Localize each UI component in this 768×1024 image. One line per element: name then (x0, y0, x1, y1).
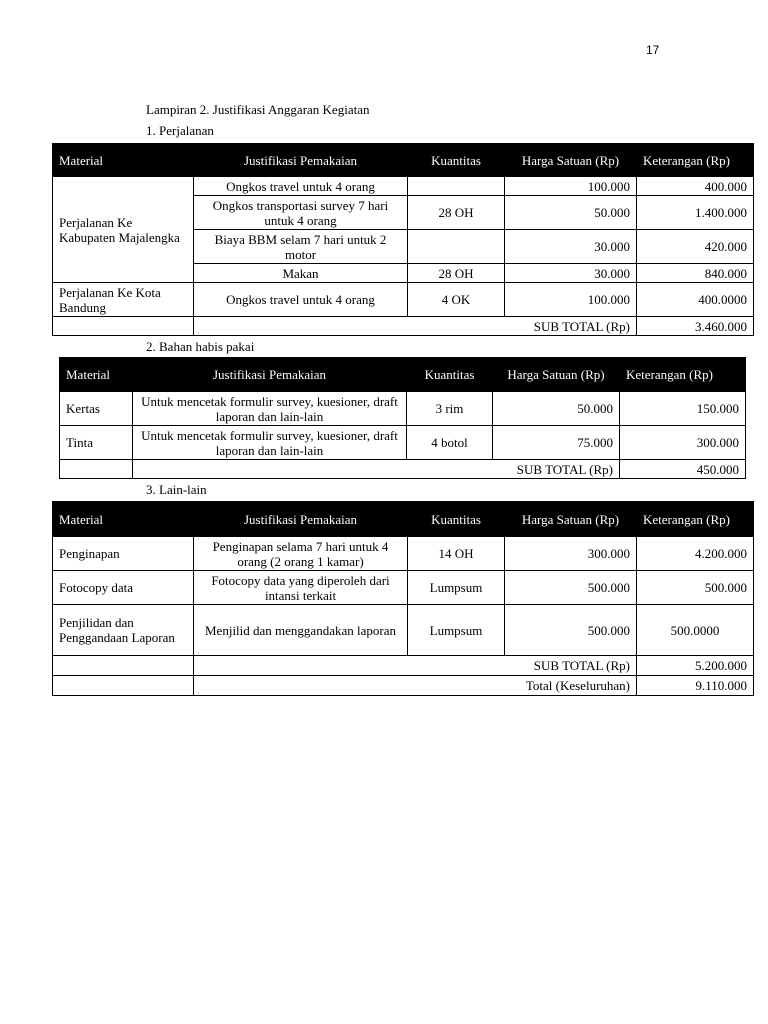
cell-kuantitas: 4 botol (407, 426, 493, 460)
cell-justifikasi: Ongkos transportasi survey 7 hari untuk 4 orang (194, 196, 408, 230)
col-header-kuantitas: Kuantitas (408, 144, 505, 177)
subtotal-row (53, 317, 754, 336)
page-number: 17 (646, 43, 660, 57)
section-3-heading: 3. Lain-lain (146, 482, 207, 497)
col-header-material: Material (53, 144, 194, 177)
cell-kuantitas: Lumpsum (408, 571, 505, 605)
table-row (60, 392, 746, 426)
col-header-kuantitas: Kuantitas (408, 502, 505, 537)
cell-kuantitas: 28 OH (408, 264, 505, 283)
subtotal-row (53, 656, 754, 676)
cell-keterangan: 4.200.000 (637, 537, 754, 571)
cell-material: Perjalanan Ke Kota Bandung (53, 283, 194, 317)
cell-kuantitas (408, 230, 505, 264)
col-header-material: Material (53, 502, 194, 537)
cell-material: Fotocopy data (53, 571, 194, 605)
cell-kuantitas: 4 OK (408, 283, 505, 317)
cell-harga: 500.000 (505, 571, 637, 605)
cell-material: Perjalanan Ke Kabupaten Majalengka (53, 177, 194, 283)
table-lain-lain (52, 501, 754, 696)
total-row (53, 676, 754, 696)
table-row (53, 177, 754, 196)
table-header-row (60, 358, 746, 392)
table-row (53, 537, 754, 571)
cell-keterangan: 420.000 (637, 230, 754, 264)
col-header-justifikasi: Justifikasi Pemakaian (194, 502, 408, 537)
col-header-material: Material (60, 358, 133, 392)
page-title: Lampiran 2. Justifikasi Anggaran Kegiatan (146, 102, 370, 117)
table-bahan (59, 357, 746, 479)
cell-harga: 500.000 (505, 605, 637, 656)
table-header-row (53, 144, 754, 177)
col-header-harga: Harga Satuan (Rp) (493, 358, 620, 392)
subtotal-value: 5.200.000 (637, 656, 754, 676)
table-perjalanan (52, 143, 754, 336)
cell-keterangan: 400.0000 (637, 283, 754, 317)
col-header-keterangan: Keterangan (Rp) (637, 502, 754, 537)
table-row (53, 283, 754, 317)
subtotal-value: 3.460.000 (637, 317, 754, 336)
cell-material: Kertas (60, 392, 133, 426)
cell-justifikasi: Ongkos travel untuk 4 orang (194, 283, 408, 317)
subtotal-label: SUB TOTAL (Rp) (133, 460, 620, 479)
col-header-keterangan: Keterangan (Rp) (620, 358, 746, 392)
cell-keterangan: 150.000 (620, 392, 746, 426)
table-header-row (53, 502, 754, 537)
cell-keterangan: 1.400.000 (637, 196, 754, 230)
cell-justifikasi: Biaya BBM selam 7 hari untuk 2 motor (194, 230, 408, 264)
cell-justifikasi: Penginapan selama 7 hari untuk 4 orang (2 orang 1 kamar) (194, 537, 408, 571)
cell-keterangan: 300.000 (620, 426, 746, 460)
cell-kuantitas (408, 177, 505, 196)
subtotal-label: SUB TOTAL (Rp) (194, 317, 637, 336)
cell-justifikasi: Untuk mencetak formulir survey, kuesioner, draft laporan dan lain-lain (133, 392, 407, 426)
cell-harga: 30.000 (505, 264, 637, 283)
cell-justifikasi: Untuk mencetak formulir survey, kuesioner, draft laporan dan lain-lain (133, 426, 407, 460)
table-row (53, 605, 754, 656)
cell-harga: 100.000 (505, 283, 637, 317)
subtotal-value: 450.000 (620, 460, 746, 479)
section-2-heading: 2. Bahan habis pakai (146, 339, 255, 354)
cell-kuantitas: 3 rim (407, 392, 493, 426)
cell-justifikasi: Ongkos travel untuk 4 orang (194, 177, 408, 196)
cell-kuantitas: 14 OH (408, 537, 505, 571)
section-1-heading: 1. Perjalanan (146, 123, 214, 138)
cell-justifikasi: Makan (194, 264, 408, 283)
table-row (60, 426, 746, 460)
col-header-harga: Harga Satuan (Rp) (505, 502, 637, 537)
cell-material: Penjilidan dan Penggandaan Laporan (53, 605, 194, 656)
cell-justifikasi: Fotocopy data yang diperoleh dari intansi terkait (194, 571, 408, 605)
col-header-keterangan: Keterangan (Rp) (637, 144, 754, 177)
cell-keterangan: 840.000 (637, 264, 754, 283)
subtotal-label: SUB TOTAL (Rp) (194, 656, 637, 676)
table-row (53, 571, 754, 605)
cell-kuantitas: 28 OH (408, 196, 505, 230)
col-header-harga: Harga Satuan (Rp) (505, 144, 637, 177)
cell-justifikasi: Menjilid dan menggandakan laporan (194, 605, 408, 656)
subtotal-row (60, 460, 746, 479)
col-header-justifikasi: Justifikasi Pemakaian (133, 358, 407, 392)
total-label: Total (Keseluruhan) (194, 676, 637, 696)
cell-keterangan: 500.000 (637, 571, 754, 605)
cell-harga: 300.000 (505, 537, 637, 571)
cell-harga: 50.000 (493, 392, 620, 426)
cell-harga: 30.000 (505, 230, 637, 264)
cell-harga: 50.000 (505, 196, 637, 230)
cell-keterangan: 500.0000 (637, 605, 754, 656)
cell-harga: 75.000 (493, 426, 620, 460)
cell-material: Penginapan (53, 537, 194, 571)
total-value: 9.110.000 (637, 676, 754, 696)
cell-material: Tinta (60, 426, 133, 460)
cell-harga: 100.000 (505, 177, 637, 196)
cell-keterangan: 400.000 (637, 177, 754, 196)
col-header-justifikasi: Justifikasi Pemakaian (194, 144, 408, 177)
col-header-kuantitas: Kuantitas (407, 358, 493, 392)
cell-kuantitas: Lumpsum (408, 605, 505, 656)
